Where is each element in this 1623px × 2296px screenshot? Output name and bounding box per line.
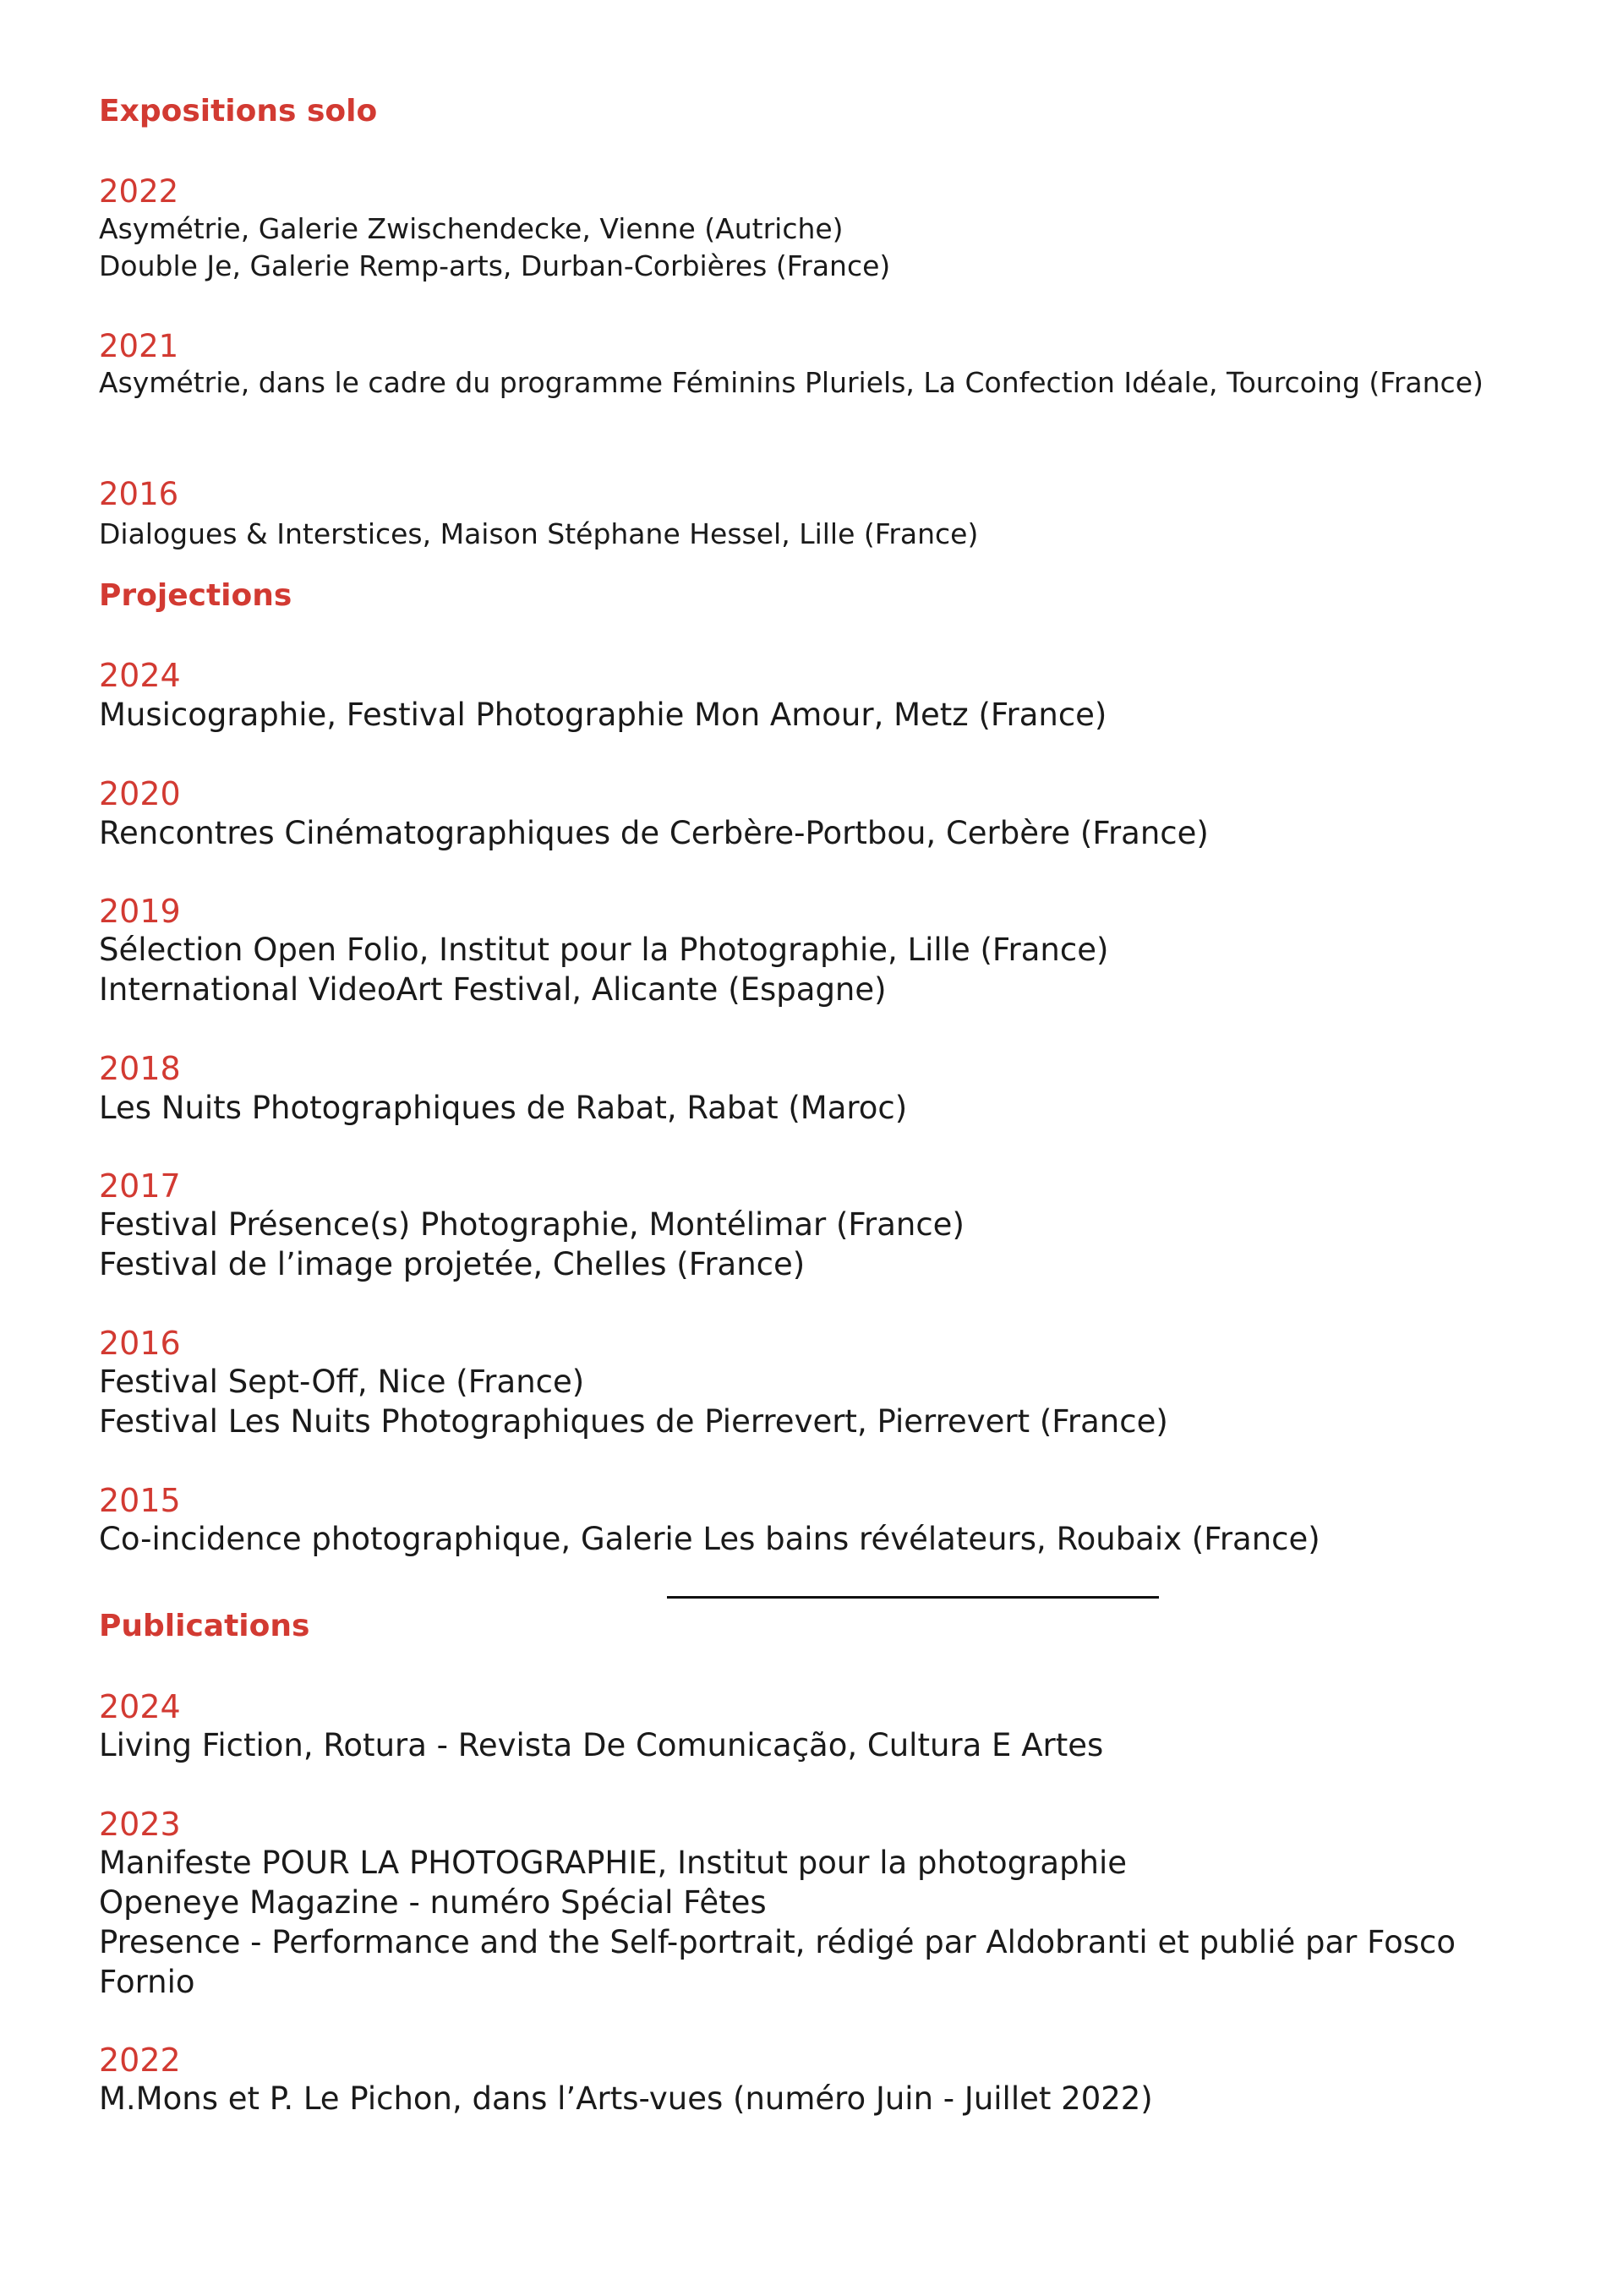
list-item: Double Je, Galerie Remp-arts, Durban-Corbières (France) [99, 249, 891, 282]
list-item: Festival Présence(s) Photographie, Montélimar (France) [99, 1206, 965, 1243]
list-item: M.Mons et P. Le Pichon, dans l’Arts-vues (numéro Juin - Juillet 2022) [99, 2080, 1153, 2117]
list-item: Asymétrie, dans le cadre du programme Féminins Pluriels, La Confection Idéale, Tourcoing (France) [99, 366, 1484, 399]
entry-list [99, 1519, 1320, 1559]
year-label: 2024 [99, 1688, 181, 1725]
year-label: 2016 [99, 1325, 181, 1362]
entry-list [99, 516, 978, 553]
entry-list [99, 695, 1107, 735]
list-item: Dialogues & Interstices, Maison Stéphane Hessel, Lille (France) [99, 517, 979, 550]
entry-list [99, 813, 1209, 853]
list-item: Sélection Open Folio, Institut pour la Photographie, Lille (France) [99, 932, 1109, 968]
entry-list [99, 1725, 1103, 1765]
list-item: Asymétrie, Galerie Zwischendecke, Vienne (Autriche) [99, 212, 844, 245]
year-label: 2020 [99, 775, 181, 812]
year-label: 2019 [99, 893, 181, 930]
entry-list [99, 364, 1527, 402]
section-title: Projections [99, 578, 292, 613]
list-item: Festival de l’image projetée, Chelles (France) [99, 1246, 806, 1282]
list-item: Musicographie, Festival Photographie Mon Amour, Metz (France) [99, 697, 1107, 733]
year-label: 2024 [99, 657, 181, 694]
list-item: International VideoArt Festival, Alicante (Espagne) [99, 971, 887, 1008]
section-divider [667, 1596, 1159, 1599]
entry-list [99, 1362, 1168, 1441]
list-item: Manifeste POUR LA PHOTOGRAPHIE, Institut pour la photographie [99, 1845, 1128, 1881]
year-label: 2021 [99, 328, 179, 364]
section-title: Expositions solo [99, 94, 378, 128]
entry-list [99, 2079, 1153, 2118]
year-label: 2023 [99, 1806, 181, 1843]
year-label: 2017 [99, 1167, 181, 1205]
year-label: 2015 [99, 1482, 181, 1519]
list-item: Rencontres Cinématographiques de Cerbère-Portbou, Cerbère (France) [99, 815, 1209, 851]
year-label: 2018 [99, 1050, 181, 1087]
year-label: 2022 [99, 2042, 181, 2079]
entry-list [99, 930, 1108, 1009]
list-item: Festival Sept-Off, Nice (France) [99, 1364, 585, 1400]
entry-list [99, 1843, 1527, 2002]
section-title: Publications [99, 1609, 310, 1643]
list-item: Festival Les Nuits Photographiques de Pierrevert, Pierrevert (France) [99, 1403, 1168, 1440]
list-item: Presence - Performance and the Self-portrait, rédigé par Aldobranti et publié par Fosco Fornio [99, 1924, 1456, 2000]
year-label: 2016 [99, 476, 179, 512]
entry-list [99, 1088, 907, 1128]
list-item: Openeye Magazine - numéro Spécial Fêtes [99, 1884, 767, 1921]
list-item: Co-incidence photographique, Galerie Les bains révélateurs, Roubaix (France) [99, 1521, 1320, 1557]
list-item: Les Nuits Photographiques de Rabat, Rabat (Maroc) [99, 1090, 908, 1126]
entry-list [99, 210, 890, 285]
list-item: Living Fiction, Rotura - Revista De Comunicação, Cultura E Artes [99, 1727, 1104, 1763]
year-label: 2022 [99, 173, 179, 210]
entry-list [99, 1205, 965, 1284]
